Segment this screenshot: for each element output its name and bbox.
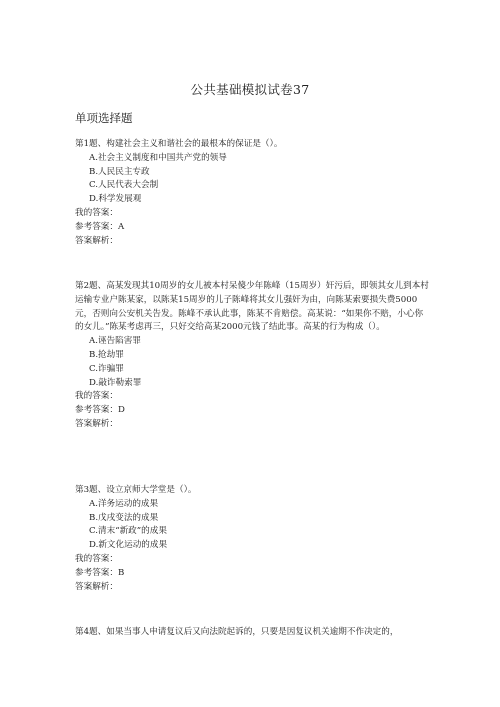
option-d: D.敲诈勒索罪 bbox=[89, 377, 142, 388]
question-block bbox=[75, 626, 430, 640]
option-a: A.诬告陷害罪 bbox=[89, 336, 141, 347]
answer-analysis-label: 答案解析： bbox=[75, 235, 118, 246]
question-stem: 第3题、设立京师大学堂是（）。 bbox=[75, 485, 197, 495]
reference-answer: 参考答案：D bbox=[75, 405, 125, 416]
answer-analysis-label: 答案解析： bbox=[75, 418, 118, 429]
reference-answer: 参考答案：A bbox=[75, 221, 125, 232]
section-heading: 单项选择题 bbox=[75, 111, 133, 125]
question-block bbox=[75, 280, 430, 432]
my-answer-label: 我的答案： bbox=[75, 207, 118, 218]
question-stem: 第4题、如果当事人申请复议后又向法院起诉的，只要是因复议机关逾期不作决定的， bbox=[75, 627, 399, 637]
option-b: B.抢劫罪 bbox=[89, 349, 124, 360]
question-block bbox=[75, 138, 430, 248]
answer-analysis-label: 答案解析： bbox=[75, 581, 118, 592]
option-b: B.人民民主专政 bbox=[89, 166, 150, 177]
option-a: A.洋务运动的成果 bbox=[89, 498, 159, 509]
question-block bbox=[75, 484, 430, 594]
document-title: 公共基础模拟试卷37 bbox=[190, 82, 310, 97]
reference-answer: 参考答案：B bbox=[75, 567, 125, 578]
option-b: B.戊戌变法的成果 bbox=[89, 512, 159, 523]
option-c: C.诈骗罪 bbox=[89, 363, 124, 374]
my-answer-label: 我的答案： bbox=[75, 391, 118, 402]
option-d: D.新文化运动的成果 bbox=[89, 540, 168, 551]
option-c: C.人民代表大会制 bbox=[89, 180, 159, 191]
option-a: A.社会主义制度和中国共产党的领导 bbox=[89, 152, 227, 163]
option-c: C.清末“新政”的成果 bbox=[89, 526, 167, 537]
question-stem: 第1题、构建社会主义和谐社会的最根本的保证是（）。 bbox=[75, 139, 283, 149]
option-d: D.科学发展观 bbox=[89, 194, 142, 205]
my-answer-label: 我的答案： bbox=[75, 553, 118, 564]
question-stem: 第2题、高某发现其10周岁的女儿被本村呆傻少年陈峰（15周岁）奸污后，即领其女儿到本村运输专业户陈某家，以陈某15周岁的儿子陈峰将其女儿强奸为由，向陈某索要损失费5000元，否则向公安机关告发。陈峰不承认此事，陈某不肯赔偿。高某说：“如果你不赔，小心你的女儿。”陈某考虑再三，只好交给高某2000元钱了结此事。高某的行为构成（）。 bbox=[75, 281, 429, 333]
